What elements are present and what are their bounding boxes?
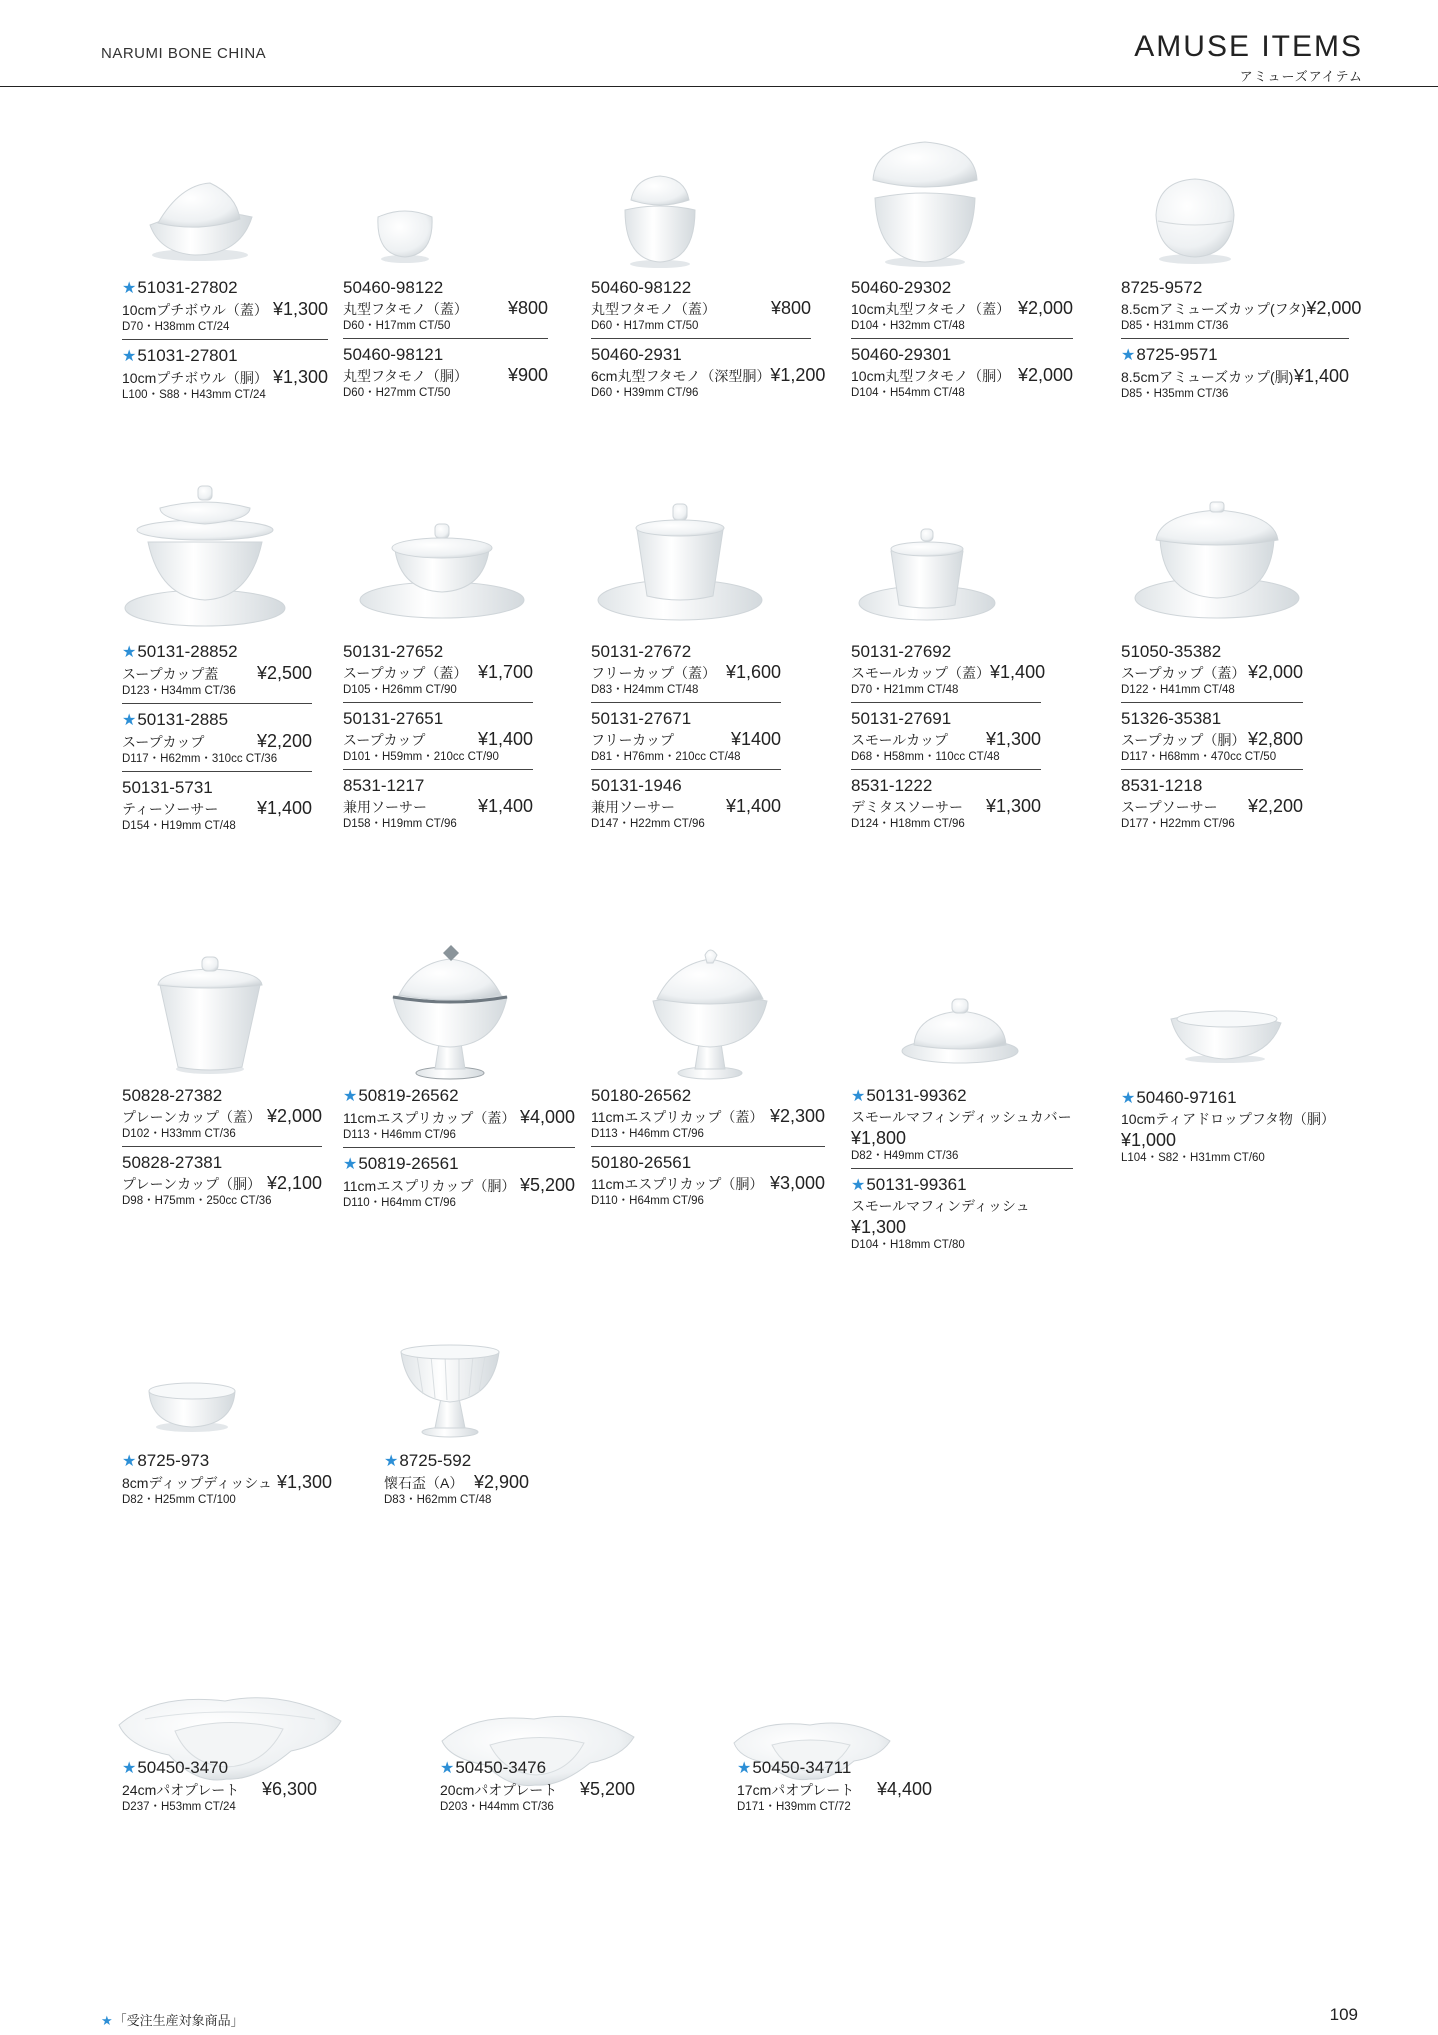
product-name: ティーソーサー	[122, 801, 219, 817]
product-entry	[122, 1757, 317, 1815]
product-spec: L100・S88・H43mm CT/24	[122, 389, 266, 401]
product-price: ¥1,000	[1121, 1130, 1177, 1150]
product-code: 50131-1946	[591, 776, 682, 795]
product-spec: D83・H24mm CT/48	[591, 684, 699, 696]
product-name: 24cmパオプレート	[122, 1782, 240, 1798]
product-spec: D113・H46mm CT/96	[591, 1128, 704, 1140]
product-name: スモールカップ	[851, 732, 949, 748]
product-name: 11cmエスプリカップ（胴）	[343, 1178, 516, 1194]
product-name: 兼用ソーサー	[591, 799, 675, 815]
star-icon: ★	[737, 1760, 752, 1777]
product-spec: D203・H44mm CT/36	[440, 1801, 554, 1813]
brand-name: NARUMI BONE CHINA	[101, 45, 267, 62]
product-name: スープカップ	[122, 734, 205, 750]
product-name: デミタスソーサー	[851, 799, 963, 815]
product-spec: D83・H62mm CT/48	[384, 1494, 492, 1506]
product-spec: D102・H33mm CT/36	[122, 1128, 236, 1140]
product-entry	[851, 1085, 1073, 1253]
product-code: 50460-29301	[851, 345, 952, 364]
product-entry	[851, 641, 1046, 832]
plain-cup-image	[150, 955, 270, 1075]
product-code: 50131-5731	[122, 778, 213, 797]
product-price: ¥1,300	[276, 1472, 332, 1492]
product-price: ¥800	[507, 298, 548, 318]
star-icon: ★	[101, 2013, 113, 2028]
product-name: 11cmエスプリカップ（蓋）	[343, 1110, 516, 1126]
soup-cup-lid-saucer-image	[355, 520, 530, 630]
page-number: 109	[1329, 2005, 1358, 2024]
product-code: 50131-27652	[343, 642, 444, 661]
star-icon: ★	[343, 1156, 358, 1173]
product-code: ★50131-2885	[122, 710, 229, 729]
product-name: スモールカップ（蓋）	[851, 665, 991, 681]
product-code: 51326-35381	[1121, 709, 1222, 728]
round-lidded-10cm-image	[865, 138, 985, 268]
product-price: ¥2,900	[473, 1472, 529, 1492]
product-code: ★50131-99361	[851, 1175, 967, 1194]
product-spec: D82・H49mm CT/36	[851, 1150, 959, 1162]
footer-note: ★「受注生産対象商品」	[101, 2013, 244, 2028]
product-name: 11cmエスプリカップ（蓋）	[591, 1109, 764, 1125]
kaiseki-cup-image	[395, 1338, 505, 1438]
product-name: 兼用ソーサー	[343, 799, 427, 815]
star-icon: ★	[384, 1453, 399, 1470]
product-name: 6cm丸型フタモノ（深型胴）	[591, 368, 771, 384]
product-price: ¥2,500	[256, 663, 312, 683]
header-divider	[0, 86, 1438, 87]
product-price: ¥2,000	[1017, 365, 1073, 385]
product-name: スープカップ（胴）	[1121, 732, 1246, 748]
product-code: 51050-35382	[1121, 642, 1222, 661]
product-entry	[343, 277, 548, 401]
product-price: ¥1,400	[990, 662, 1046, 682]
product-price: ¥2,000	[1306, 298, 1362, 318]
product-price: ¥1400	[730, 729, 781, 749]
product-price: ¥1,700	[477, 662, 533, 682]
product-name: プレーンカップ（胴）	[122, 1176, 262, 1192]
product-spec: D117・H68mm・470cc CT/50	[1121, 751, 1277, 763]
product-spec: D98・H75mm・250cc CT/36	[122, 1195, 272, 1207]
product-code: 8725-9572	[1121, 278, 1203, 297]
product-code: 50460-2931	[591, 345, 682, 364]
product-name: 丸型フタモノ（蓋）	[591, 301, 716, 317]
product-spec: D104・H32mm CT/48	[851, 320, 965, 332]
product-spec: D68・H58mm・110cc CT/48	[851, 751, 1000, 763]
product-spec: D60・H39mm CT/96	[591, 387, 699, 399]
product-price: ¥2,000	[266, 1106, 322, 1126]
product-code: 50180-26561	[591, 1153, 692, 1172]
product-price: ¥1,300	[272, 299, 328, 319]
esprit-cup-white-image	[645, 945, 775, 1080]
product-spec: D105・H26mm CT/90	[343, 684, 457, 696]
product-name: フリーカップ	[591, 732, 675, 748]
star-icon: ★	[440, 1760, 455, 1777]
product-code: ★50819-26561	[343, 1154, 459, 1173]
product-price: ¥900	[507, 365, 548, 385]
product-spec: D70・H38mm CT/24	[122, 321, 230, 333]
product-price: ¥2,300	[769, 1106, 825, 1126]
product-name: スープカップ（蓋）	[1121, 665, 1246, 681]
teardrop-bowl-image	[1165, 1005, 1285, 1065]
product-code: 8531-1222	[851, 776, 933, 795]
product-price: ¥1,200	[770, 365, 826, 385]
product-spec: D110・H64mm CT/96	[591, 1195, 704, 1207]
product-entry	[1121, 277, 1362, 402]
product-code: 50180-26562	[591, 1086, 692, 1105]
product-spec: D85・H35mm CT/36	[1121, 388, 1229, 400]
product-spec: D154・H19mm CT/48	[122, 820, 236, 832]
product-price: ¥2,800	[1247, 729, 1303, 749]
product-spec: D147・H22mm CT/96	[591, 818, 705, 830]
product-entry	[440, 1757, 635, 1815]
product-price: ¥4,400	[876, 1779, 932, 1799]
product-price: ¥1,300	[272, 367, 328, 387]
small-cup-saucer-image	[855, 525, 1000, 630]
product-entry	[384, 1450, 529, 1508]
product-code: ★50450-3470	[122, 1758, 229, 1777]
product-name: 8.5cmアミューズカップ(フタ)	[1121, 301, 1307, 317]
product-price: ¥4,000	[519, 1107, 575, 1127]
product-name: スープカップ蓋	[122, 666, 219, 682]
product-spec: D171・H39mm CT/72	[737, 1801, 851, 1813]
product-price: ¥800	[770, 298, 811, 318]
product-code: 50131-27692	[851, 642, 952, 661]
star-icon: ★	[1121, 347, 1136, 364]
product-price: ¥2,000	[1017, 298, 1073, 318]
product-code: ★50460-97161	[1121, 1088, 1237, 1107]
product-code: ★51031-27801	[122, 346, 238, 365]
product-spec: D117・H62mm・310cc CT/36	[122, 753, 278, 765]
product-name: 17cmパオプレート	[737, 1782, 855, 1798]
product-price: ¥1,300	[985, 796, 1041, 816]
product-spec: D70・H21mm CT/48	[851, 684, 959, 696]
product-price: ¥1,300	[985, 729, 1041, 749]
soup-cup-lid-saucer-2-image	[1130, 500, 1305, 630]
product-code: 50131-27671	[591, 709, 692, 728]
product-price: ¥1,400	[725, 796, 781, 816]
product-spec: D104・H54mm CT/48	[851, 387, 965, 399]
round-lidded-small-image	[370, 195, 440, 265]
product-name: 8cmディップディッシュ	[122, 1475, 272, 1491]
product-spec: D123・H34mm CT/36	[122, 685, 236, 697]
product-entry	[122, 641, 312, 834]
product-spec: D101・H59mm・210cc CT/90	[343, 751, 499, 763]
product-code: 50131-27691	[851, 709, 952, 728]
product-entry	[591, 1085, 825, 1209]
product-name: 10cmプチボウル（胴）	[122, 370, 268, 386]
product-entry	[591, 277, 826, 401]
product-name: 10cm丸型フタモノ（胴）	[851, 368, 1011, 384]
product-spec: D81・H76mm・210cc CT/48	[591, 751, 741, 763]
product-entry	[1121, 641, 1303, 832]
free-cup-saucer-image	[595, 500, 765, 630]
product-name: 10cmプチボウル（蓋）	[122, 302, 268, 318]
product-entry	[1121, 1087, 1351, 1166]
product-name: 8.5cmアミューズカップ(胴)	[1121, 369, 1294, 385]
product-spec: D158・H19mm CT/96	[343, 818, 457, 830]
product-code: ★8725-9571	[1121, 345, 1218, 364]
product-code: 50131-27672	[591, 642, 692, 661]
product-name: 10cmティアドロップフタ物（胴）	[1121, 1111, 1335, 1127]
round-lidded-deep-image	[615, 170, 705, 270]
product-name: 丸型フタモノ（胴）	[343, 368, 468, 384]
product-spec: D104・H18mm CT/80	[851, 1239, 965, 1251]
product-price: ¥1,400	[477, 796, 533, 816]
amuse-cup-image	[1150, 175, 1240, 265]
product-price: ¥2,000	[1247, 662, 1303, 682]
product-spec: D60・H17mm CT/50	[591, 320, 699, 332]
product-name: スープカップ（蓋）	[343, 665, 468, 681]
product-name: 10cm丸型フタモノ（蓋）	[851, 301, 1011, 317]
product-code: ★50131-28852	[122, 642, 238, 661]
product-price: ¥1,800	[851, 1128, 907, 1148]
product-entry	[591, 641, 781, 832]
product-price: ¥2,200	[1247, 796, 1303, 816]
star-icon: ★	[122, 712, 137, 729]
product-entry	[737, 1757, 932, 1815]
product-code: 50828-27381	[122, 1153, 223, 1172]
product-price: ¥3,000	[769, 1173, 825, 1193]
star-icon: ★	[1121, 1090, 1136, 1107]
product-spec: D82・H25mm CT/100	[122, 1494, 236, 1506]
product-name: スモールマフィンディッシュカバー	[851, 1109, 1072, 1125]
esprit-cup-platinum-image	[385, 945, 515, 1080]
product-price: ¥1,300	[851, 1217, 907, 1237]
product-price: ¥2,200	[256, 731, 312, 751]
product-code: ★8725-592	[384, 1451, 472, 1470]
product-code: ★50131-99362	[851, 1086, 967, 1105]
product-entry	[343, 641, 533, 832]
product-entry	[851, 277, 1073, 401]
section-title: AMUSE ITEMS	[1134, 30, 1363, 63]
product-code: ★50819-26562	[343, 1086, 459, 1105]
star-icon: ★	[851, 1177, 866, 1194]
product-price: ¥5,200	[579, 1779, 635, 1799]
dip-dish-image	[145, 1375, 240, 1435]
product-code: 8531-1217	[343, 776, 425, 795]
product-spec: D60・H27mm CT/50	[343, 387, 451, 399]
product-price: ¥5,200	[519, 1175, 575, 1195]
soup-cup-saucer-image	[120, 480, 290, 635]
product-spec: D124・H18mm CT/96	[851, 818, 965, 830]
product-entry	[122, 1085, 322, 1209]
product-price: ¥2,100	[266, 1173, 322, 1193]
product-price: ¥1,400	[256, 798, 312, 818]
product-name: プレーンカップ（蓋）	[122, 1109, 262, 1125]
star-icon: ★	[343, 1088, 358, 1105]
product-entry	[343, 1085, 575, 1211]
product-price: ¥1,600	[725, 662, 781, 682]
product-code: 50460-98122	[591, 278, 692, 297]
product-price: ¥1,400	[1293, 366, 1349, 386]
product-code: 50131-27651	[343, 709, 444, 728]
product-name: 20cmパオプレート	[440, 1782, 558, 1798]
star-icon: ★	[122, 280, 137, 297]
section-subtitle: アミューズアイテム	[1239, 69, 1363, 84]
star-icon: ★	[122, 1453, 137, 1470]
product-code: 50460-29302	[851, 278, 952, 297]
product-spec: L104・S82・H31mm CT/60	[1121, 1152, 1265, 1164]
product-entry	[122, 1450, 332, 1508]
product-code: 50828-27382	[122, 1086, 223, 1105]
product-price: ¥6,300	[261, 1779, 317, 1799]
petit-bowl-image	[140, 175, 260, 265]
product-spec: D177・H22mm CT/96	[1121, 818, 1235, 830]
product-name: 11cmエスプリカップ（胴）	[591, 1176, 764, 1192]
product-spec: D113・H46mm CT/96	[343, 1129, 456, 1141]
product-name: 懐石盃（A）	[384, 1475, 464, 1491]
product-spec: D110・H64mm CT/96	[343, 1197, 456, 1209]
product-code: 50460-98122	[343, 278, 444, 297]
product-name: スモールマフィンディッシュ	[851, 1198, 1030, 1214]
muffin-dish-cover-image	[900, 995, 1020, 1065]
product-name: スープカップ	[343, 732, 426, 748]
star-icon: ★	[122, 644, 137, 661]
product-code: ★8725-973	[122, 1451, 210, 1470]
product-name: 丸型フタモノ（蓋）	[343, 301, 468, 317]
product-spec: D237・H53mm CT/24	[122, 1801, 236, 1813]
product-spec: D60・H17mm CT/50	[343, 320, 451, 332]
star-icon: ★	[851, 1088, 866, 1105]
product-entry	[122, 277, 328, 403]
star-icon: ★	[122, 1760, 137, 1777]
product-code: ★50450-34711	[737, 1758, 852, 1777]
product-spec: D122・H41mm CT/48	[1121, 684, 1235, 696]
product-code: 8531-1218	[1121, 776, 1203, 795]
product-price: ¥1,400	[477, 729, 533, 749]
product-code: 50460-98121	[343, 345, 444, 364]
product-code: ★51031-27802	[122, 278, 238, 297]
product-spec: D85・H31mm CT/36	[1121, 320, 1229, 332]
product-name: スープソーサー	[1121, 799, 1218, 815]
product-code: ★50450-3476	[440, 1758, 547, 1777]
product-name: フリーカップ（蓋）	[591, 665, 717, 681]
star-icon: ★	[122, 348, 137, 365]
